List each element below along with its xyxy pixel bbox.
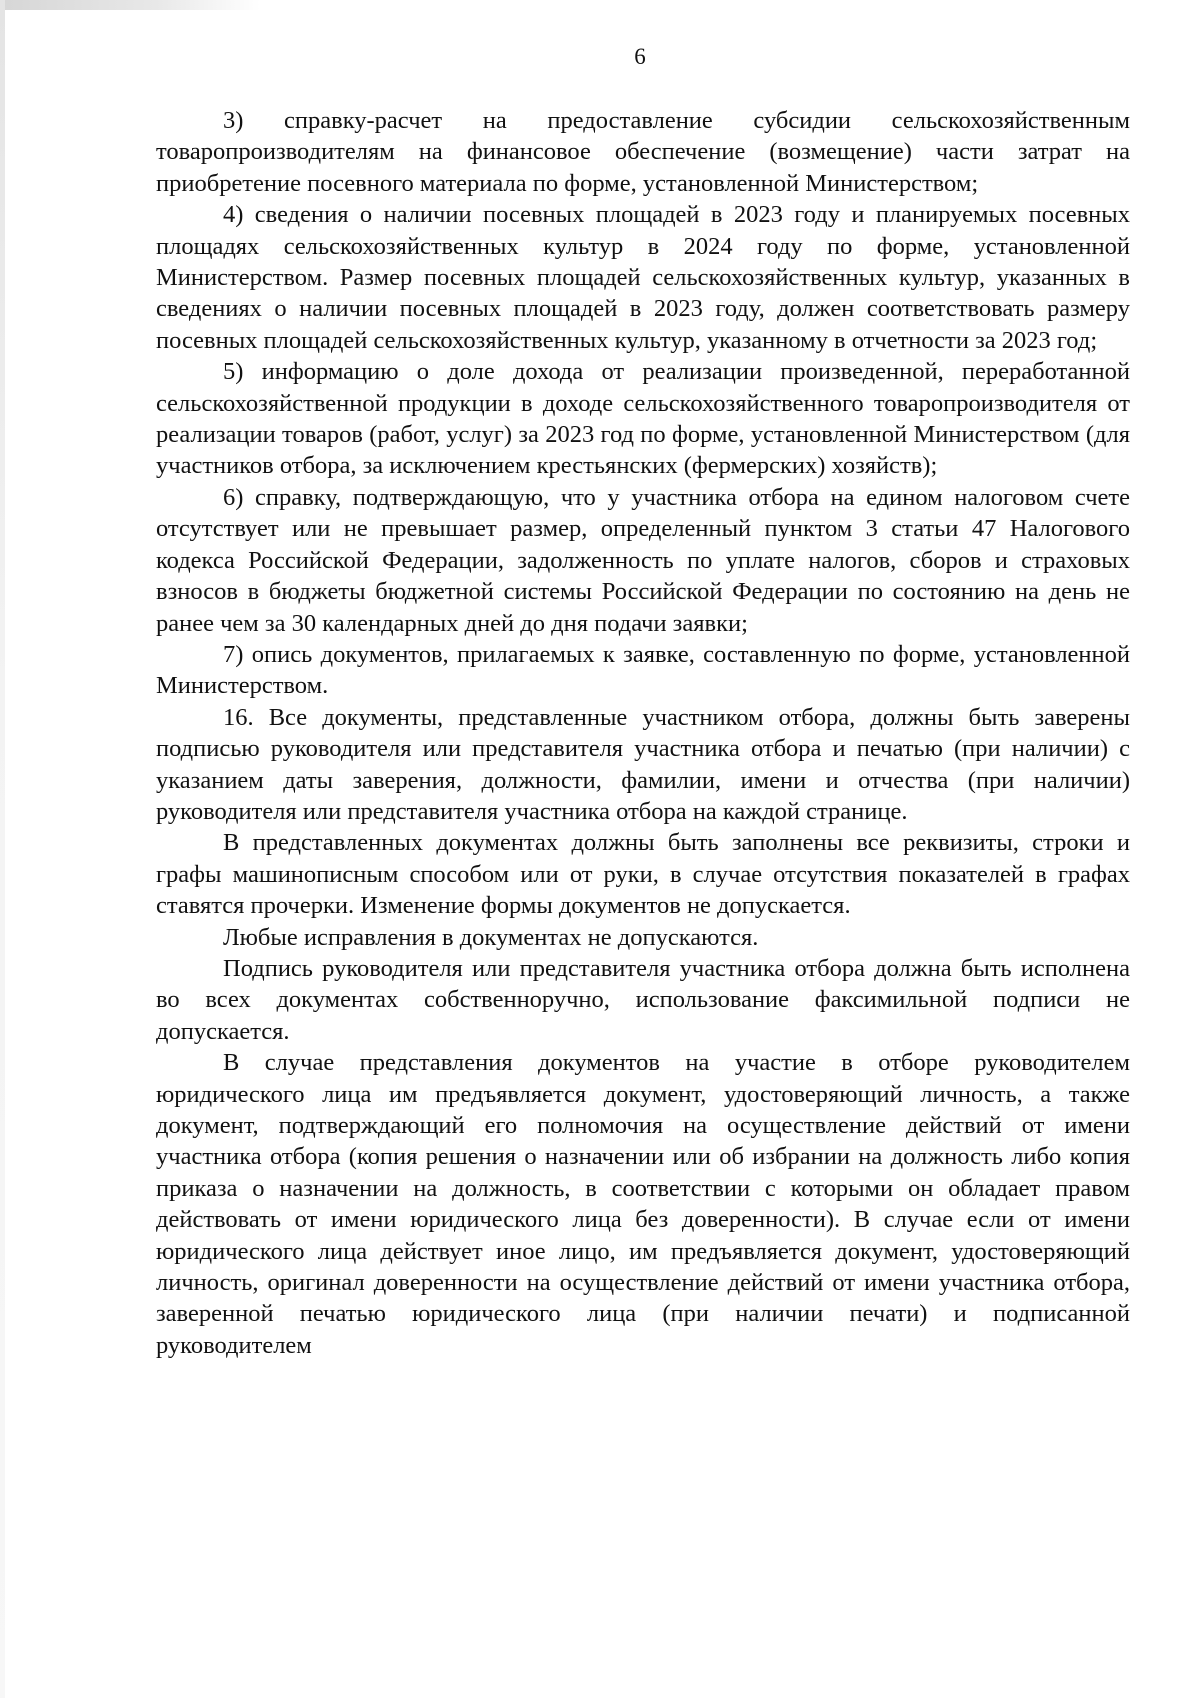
paragraph-clause-16: 16. Все документы, представленные участником отбора, должны быть заверены подписью руководителя или представителя участника отбора и печатью (при наличии) с указанием даты заверения, должности, фамилии, имени и отчества (при наличии) руководителя или представителя участника отбора на каждой странице. (156, 703, 1130, 825)
paragraph-signature: Подпись руководителя или представителя участника отбора должна быть исполнена во всех документах собственноручно, использование факсимильной подписи не допускается. (156, 954, 1130, 1045)
paragraph-requisites: В представленных документах должны быть заполнены все реквизиты, строки и графы машинописным способом или от руки, в случае отсутствия показателей в графах ставятся прочерки. Изменение формы документов не допускается. (156, 829, 1130, 920)
paragraph-item-6: 6) справку, подтверждающую, что у участника отбора на едином налоговом счете отсутствует или не превышает размер, определенный пунктом 3 статьи 47 Налогового кодекса Российской Федерации, задолженность по уплате налогов, сборов и страховых взносов в бюджеты бюджетной системы Российской Федерации по состоянию на день не ранее чем за 30 календарных дней до дня подачи заявки; (156, 483, 1130, 637)
paragraph-item-7: 7) опись документов, прилагаемых к заявке, составленную по форме, установленной Министерством. (156, 640, 1130, 700)
paragraph-item-3: 3) справку-расчет на предоставление субсидии сельскохозяйственным товаропроизводителям на финансовое обеспечение (возмещение) части затрат на приобретение посевного материала по форме, установленной Министерством; (156, 107, 1130, 197)
scan-edge-top (0, 0, 260, 10)
scan-edge-left (0, 0, 5, 1698)
paragraph-item-5: 5) информацию о доле дохода от реализации произведенной, переработанной сельскохозяйственной продукции в доходе сельскохозяйственного товаропроизводителя от реализации товаров (работ, услуг) за 2023 год по форме, установленной Министерством (для участников отбора, за исключением крестьянских (фермерских) хозяйств); (156, 358, 1130, 480)
page-number: 6 (634, 44, 646, 69)
paragraph-item-4: 4) сведения о наличии посевных площадей в 2023 году и планируемых посевных площадях сельскохозяйственных культур в 2024 году по форме, установленной Министерством. Размер посевных площадей сельскохозяйственных культур, указанных в сведениях о наличии посевных площадей в 2023 году, должен соответствовать размеру посевных площадей сельскохозяйственных культур, указанному в отчетности за 2023 год; (156, 201, 1130, 354)
document-body (156, 105, 1130, 1361)
paragraph-representation: В случае представления документов на участие в отборе руководителем юридического лица им предъявляется документ, удостоверяющий личность, а также документ, подтверждающий его полномочия на осуществление действий от имени участника отбора (копия решения о назначении или об избрании на должность либо копия приказа о назначении на должность, в соответствии с которыми он обладает правом действовать от имени юридического лица без доверенности). В случае если от имени юридического лица действует иное лицо, им предъявляется документ, удостоверяющий личность, оригинал доверенности на осуществление действий от имени участника отбора, заверенной печатью юридического лица (при наличии печати) и подписанной руководителем (156, 1049, 1130, 1359)
paragraph-corrections: Любые исправления в документах не допускаются. (223, 923, 759, 951)
